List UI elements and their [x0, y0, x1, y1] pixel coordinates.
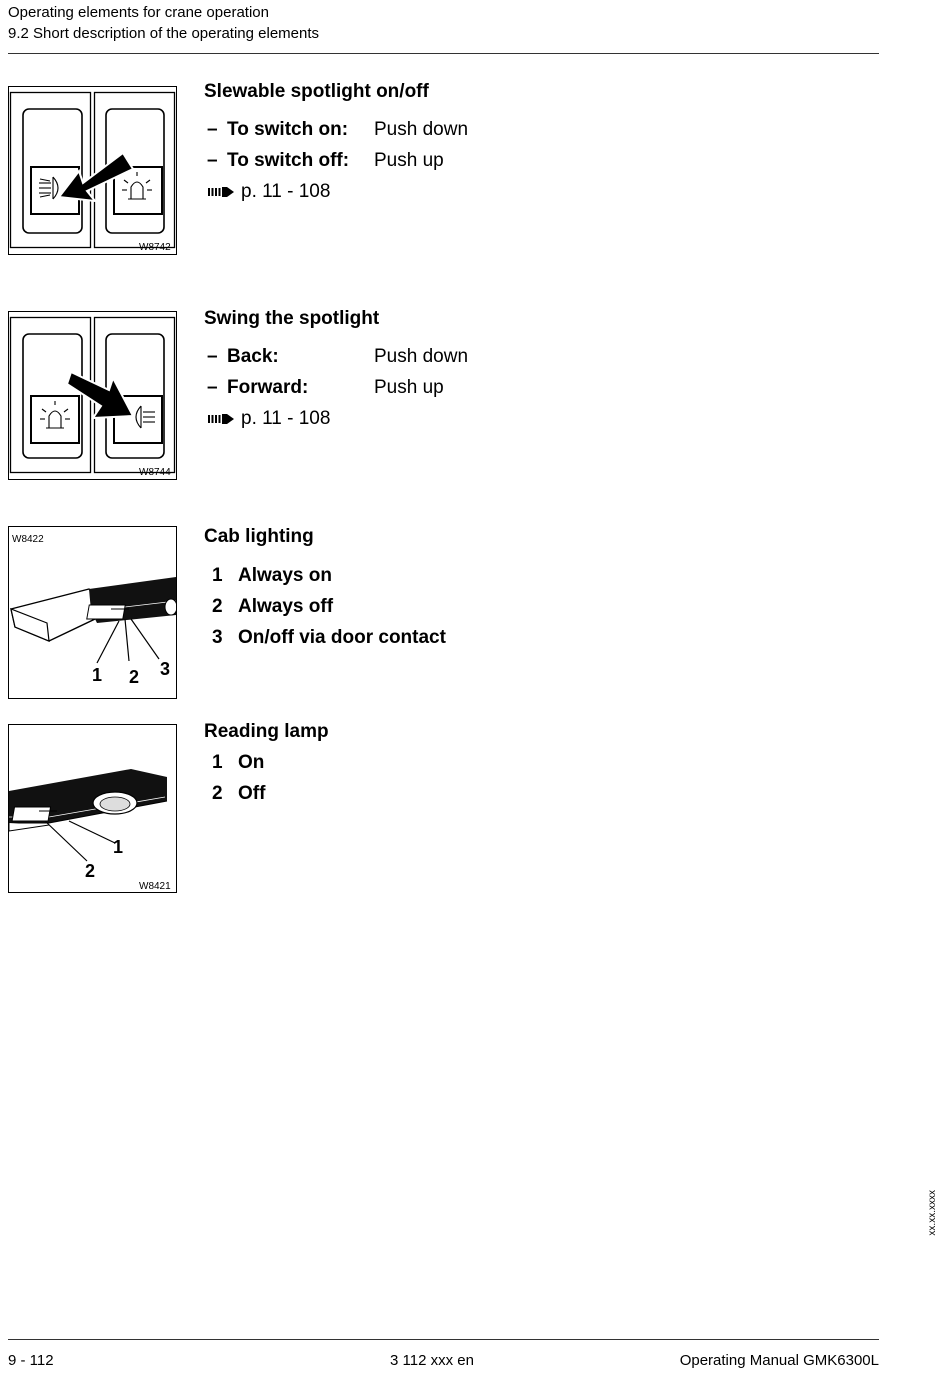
reference-arrow-icon — [208, 185, 235, 199]
figure-w8742 — [8, 86, 177, 255]
section-heading: Reading lamp — [204, 721, 329, 742]
page-number: 9 - 112 — [8, 1352, 54, 1369]
figure-w8744 — [8, 311, 177, 480]
page-reference[interactable]: p. 11 - 108 — [208, 180, 330, 204]
figure-code: W8421 — [139, 881, 171, 892]
footer-divider — [8, 1339, 879, 1340]
callout-label: 2 — [85, 861, 96, 881]
chapter-title: Operating elements for crane operation — [8, 4, 269, 21]
side-code: xx.xx.xxxx — [927, 1190, 938, 1236]
list-item: 2 Always off — [212, 596, 334, 617]
section-title: 9.2 Short description of the operating elements — [8, 25, 320, 42]
callout-label: 1 — [92, 665, 103, 685]
press-arrow-icon — [59, 153, 133, 201]
instruction-row: – Forward: Push up — [207, 377, 444, 398]
instruction-row: – To switch on: Push down — [207, 119, 469, 140]
callout-label: 3 — [160, 659, 171, 679]
reference-arrow-icon — [208, 412, 235, 426]
callout-label: 2 — [129, 667, 140, 687]
beacon-icon — [122, 172, 152, 199]
section-heading: Swing the spotlight — [204, 308, 380, 329]
list-item: 1 Always on — [212, 565, 332, 586]
page-header — [8, 2, 319, 44]
manual-title: Operating Manual GMK6300L — [679, 1352, 879, 1369]
document-number: 3 112 xxx en — [390, 1352, 474, 1369]
list-item: 3 On/off via door contact — [212, 627, 446, 648]
spotlight-icon — [136, 406, 155, 428]
figure-w8422 — [8, 526, 177, 699]
figure-code: W8422 — [12, 534, 44, 545]
figure-w8421 — [8, 724, 177, 893]
instruction-row: – Back: Push down — [207, 346, 469, 367]
callout-label: 1 — [113, 837, 124, 857]
figure-code: W8744 — [139, 467, 171, 478]
section-heading: Cab lighting — [204, 526, 314, 547]
list-item: 2 Off — [212, 783, 266, 804]
header-divider — [8, 53, 879, 54]
list-item: 1 On — [212, 752, 265, 773]
figure-code: W8742 — [139, 242, 171, 253]
page-reference[interactable]: p. 11 - 108 — [208, 407, 330, 431]
spotlight-icon — [39, 177, 58, 199]
beacon-icon — [40, 401, 70, 428]
section-heading: Slewable spotlight on/off — [204, 81, 429, 102]
instruction-row: – To switch off: Push up — [207, 150, 444, 171]
